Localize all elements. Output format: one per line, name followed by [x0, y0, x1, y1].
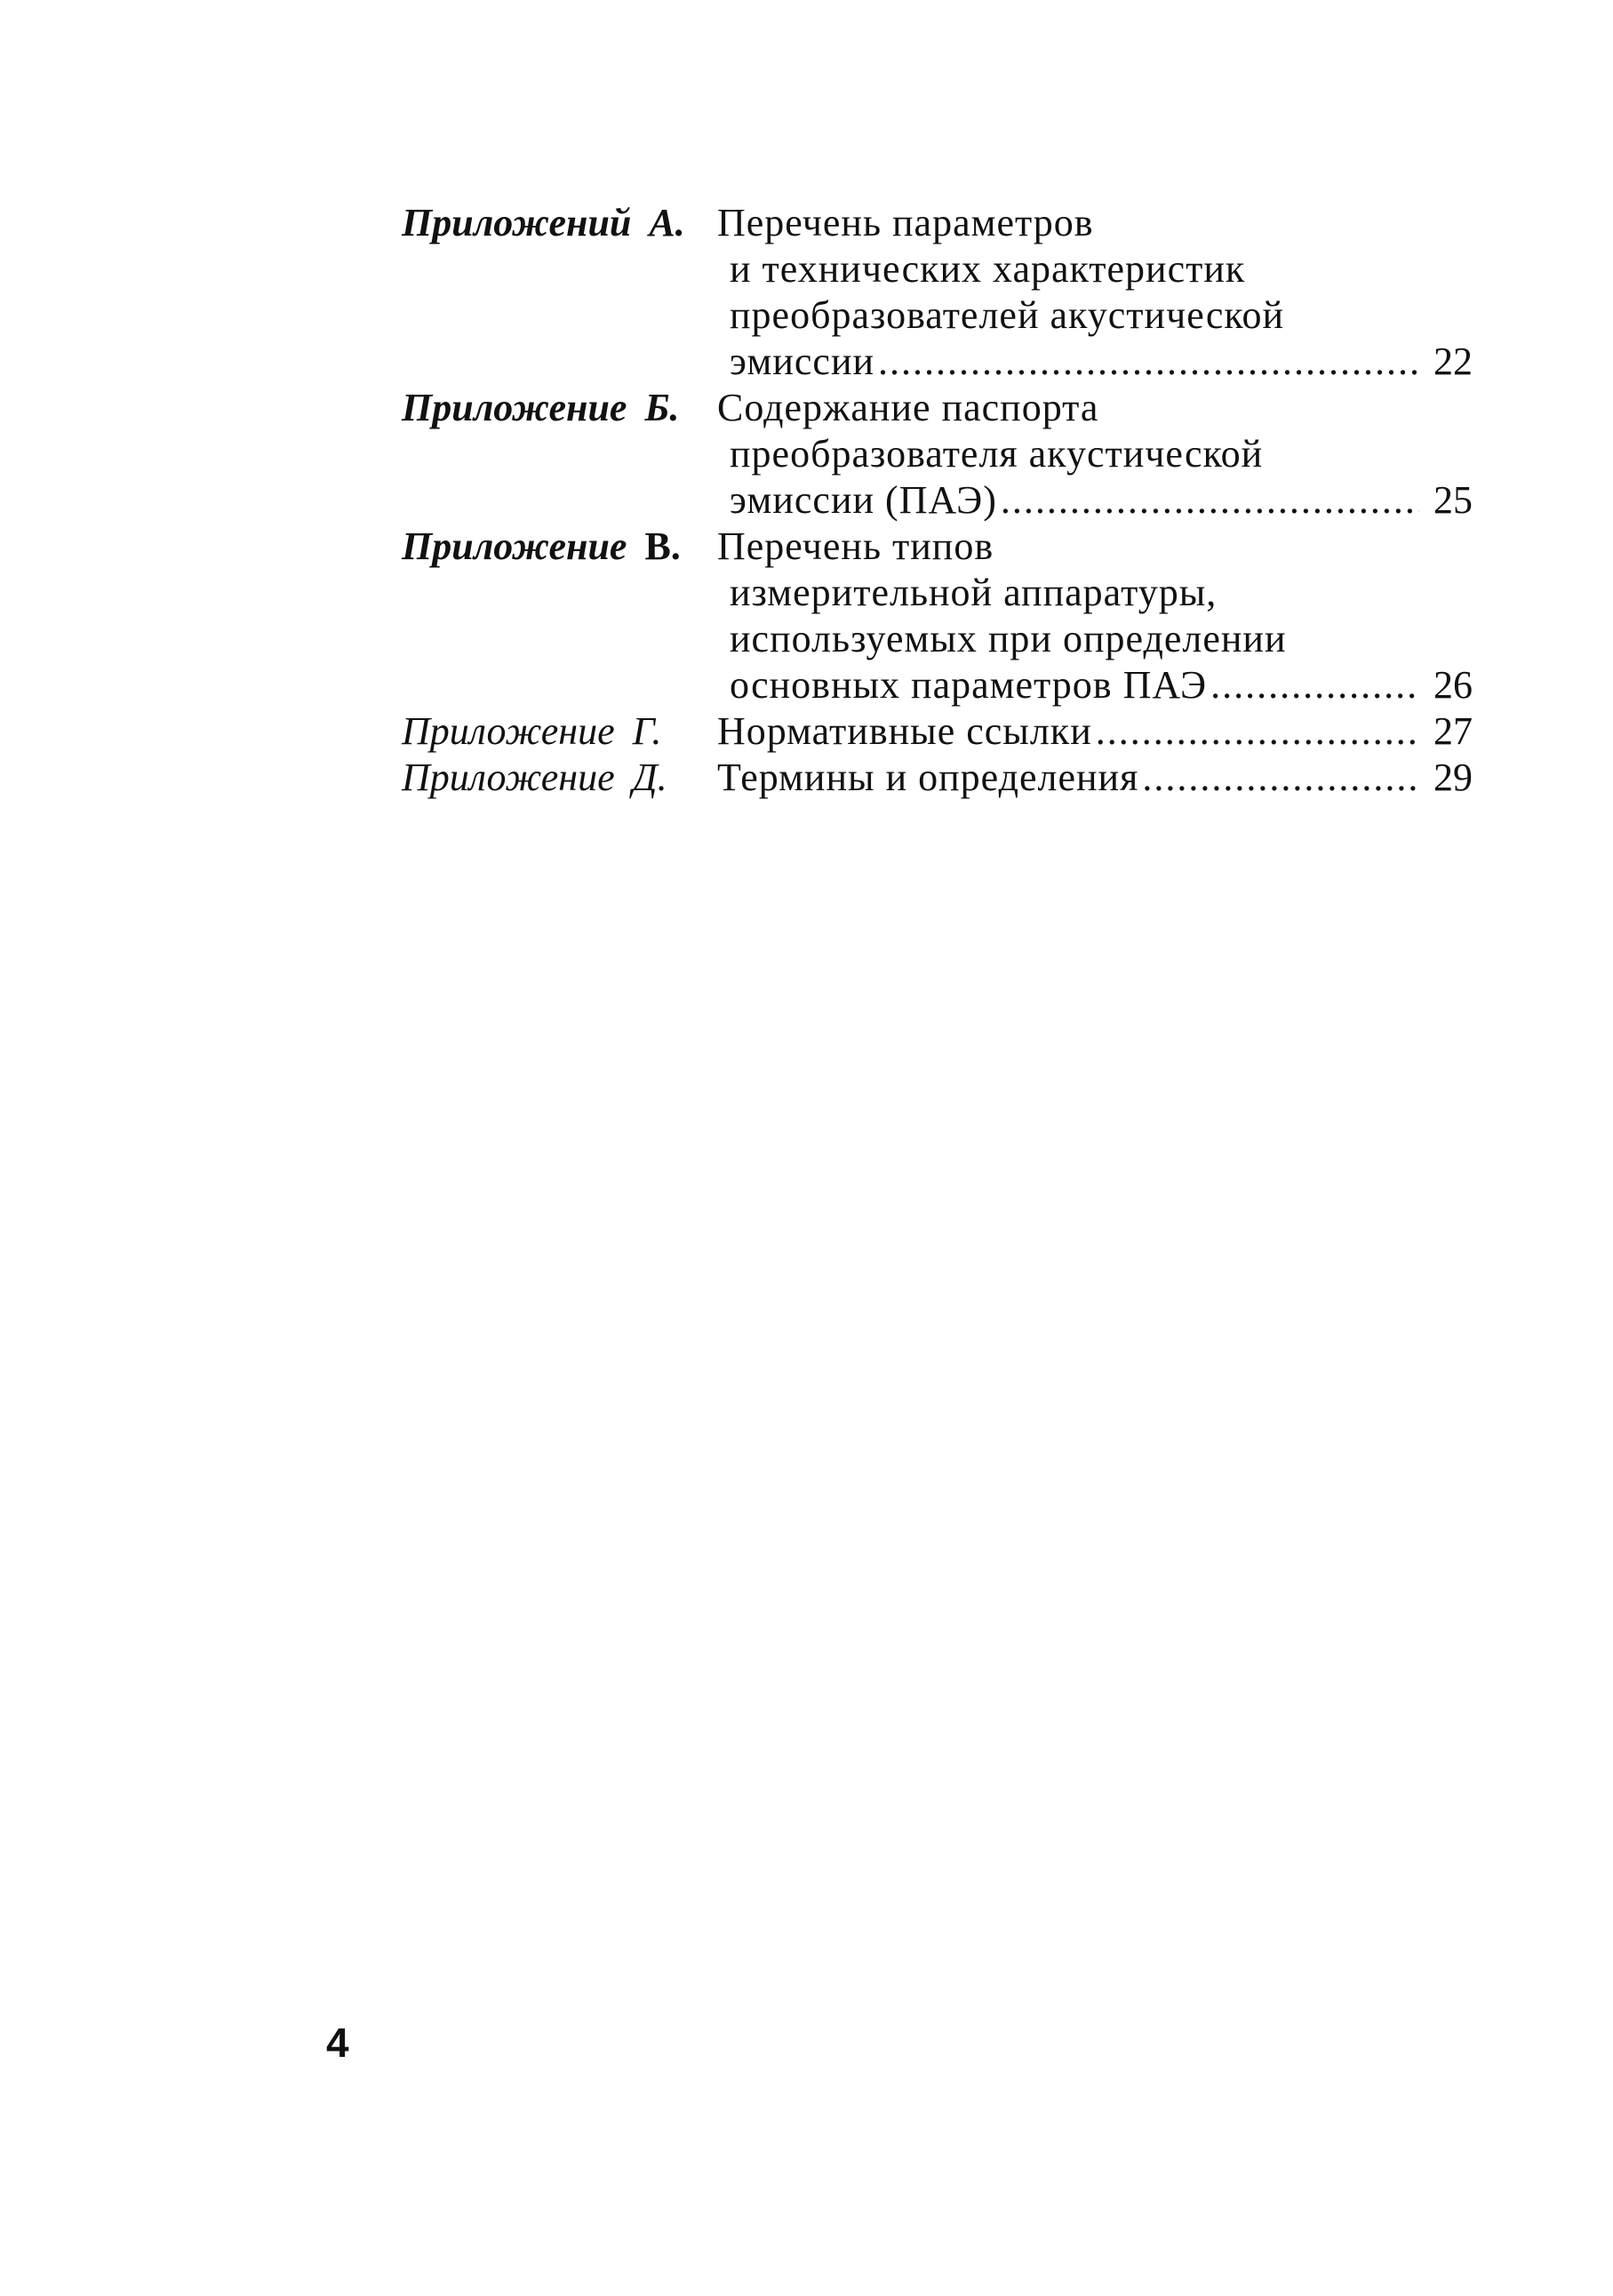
- toc-entry-label: [402, 385, 717, 431]
- toc-entry-title-line: Перечень типов: [717, 524, 994, 568]
- toc-entry-appendix-b[interactable]: [402, 385, 1473, 524]
- appendix-word: Приложение: [402, 386, 627, 429]
- toc-entry-title-line: Перечень параметров: [717, 201, 1094, 244]
- appendix-letter: Б.: [644, 386, 680, 429]
- toc-page-number: 29: [1433, 756, 1473, 799]
- toc-page-number: 26: [1433, 663, 1473, 707]
- toc-entry-appendix-v[interactable]: [402, 524, 1473, 708]
- dot-leader: [878, 339, 1419, 385]
- page-number: 4: [326, 2020, 349, 2066]
- toc-entry-title: [717, 200, 1473, 385]
- toc-entry-title-line: измерительной аппаратуры,: [730, 571, 1218, 614]
- toc-entry-last-line: [717, 477, 1473, 524]
- toc-page-number: 22: [1433, 340, 1473, 383]
- toc-entry-title-line: преобразователей акустической: [730, 293, 1285, 337]
- toc-entry-last-line: [717, 339, 1473, 385]
- appendix-letter: Г.: [632, 709, 662, 753]
- toc-entry-title: [717, 385, 1473, 524]
- toc-entry-title-line: Термины и определения: [717, 756, 1139, 799]
- appendix-letter: Д.: [632, 756, 667, 799]
- appendix-letter: В.: [644, 524, 681, 568]
- toc-entry-last-line: [717, 708, 1473, 755]
- toc-entry-title-line: эмиссии: [730, 340, 875, 383]
- toc-entry-last-line: [717, 755, 1473, 801]
- appendix-word: Приложение: [402, 756, 615, 799]
- toc-entry-title-line: используемых при определении: [730, 617, 1287, 660]
- appendix-letter: А.: [649, 201, 685, 244]
- toc-entry-title-line: преобразователя акустической: [730, 432, 1264, 476]
- appendix-word: Приложение: [402, 524, 627, 568]
- toc-entry-label: [402, 524, 717, 570]
- table-of-contents: [402, 200, 1473, 801]
- toc-entry-title-line: основных параметров ПАЭ: [730, 663, 1208, 707]
- toc-entry-title-line: Содержание паспорта: [717, 386, 1099, 429]
- dot-leader: [1096, 708, 1419, 755]
- dot-leader: [1001, 477, 1419, 524]
- toc-entry-last-line: [717, 662, 1473, 708]
- toc-entry-title: [717, 524, 1473, 708]
- toc-entry-label: [402, 708, 717, 755]
- toc-entry-label: [402, 755, 717, 801]
- dot-leader: [1210, 662, 1419, 708]
- toc-page-number: 25: [1433, 478, 1473, 522]
- toc-entry-appendix-a[interactable]: [402, 200, 1473, 385]
- toc-entry-title-line: Нормативные ссылки: [717, 709, 1092, 753]
- appendix-word: Приложение: [402, 709, 615, 753]
- toc-entry-appendix-d[interactable]: [402, 755, 1473, 801]
- dot-leader: [1142, 755, 1419, 801]
- toc-entry-title-line: и технических характеристик: [730, 247, 1246, 291]
- toc-entry-title: [717, 708, 1473, 755]
- toc-entry-label: [402, 200, 717, 246]
- toc-entry-title-line: эмиссии (ПАЭ): [730, 478, 997, 522]
- toc-entry-appendix-g[interactable]: [402, 708, 1473, 755]
- toc-entry-title: [717, 755, 1473, 801]
- toc-page-number: 27: [1433, 709, 1473, 753]
- appendix-word: Приложений: [402, 201, 632, 244]
